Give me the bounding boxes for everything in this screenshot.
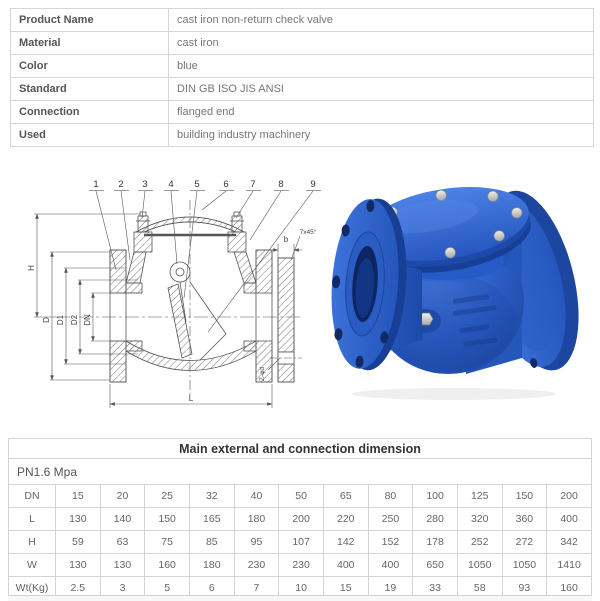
- spec-value: flanged end: [169, 101, 594, 124]
- spec-row: [11, 9, 594, 32]
- dimension-cell: 160: [547, 577, 592, 600]
- dimension-cell: 200: [279, 508, 324, 531]
- spec-label: Material: [11, 32, 169, 55]
- label-h: H: [27, 265, 36, 271]
- spec-value: DIN GB ISO JIS ANSI: [169, 78, 594, 101]
- dimension-cell: 160: [145, 554, 190, 577]
- dimension-cell: 93: [502, 577, 547, 600]
- dimension-cell: 200: [547, 485, 592, 508]
- label-d2: D2: [70, 314, 79, 326]
- body-shoulder-left: [126, 252, 146, 283]
- spec-label: Connection: [11, 101, 169, 124]
- dimension-cell: 360: [502, 508, 547, 531]
- dimension-cell: 80: [368, 485, 413, 508]
- pressure-class-row: [9, 459, 592, 485]
- dimension-cell: 400: [547, 508, 592, 531]
- spec-value: cast iron: [169, 32, 594, 55]
- part-number-8: 8: [278, 179, 284, 190]
- dimension-cell: 20: [100, 485, 145, 508]
- swing-disc-assembly: [168, 262, 226, 360]
- dimension-cell: 142: [323, 531, 368, 554]
- dimension-cell: 3: [100, 577, 145, 600]
- label-bolt-holes: Z-φd: [259, 367, 266, 381]
- spec-row: [11, 32, 594, 55]
- dimension-cell: 152: [368, 531, 413, 554]
- dimension-cell: 280: [413, 508, 458, 531]
- spec-row: [11, 78, 594, 101]
- dimension-cell: 32: [189, 485, 234, 508]
- dimension-cell: 320: [457, 508, 502, 531]
- dimension-cell: 150: [502, 485, 547, 508]
- dim-b: [270, 244, 302, 258]
- dimension-row-label: H: [9, 531, 56, 554]
- dimension-table-title-row: [9, 439, 592, 459]
- spec-label: Used: [11, 124, 169, 147]
- part-number-1: 1: [93, 179, 99, 190]
- technical-drawing: [27, 174, 322, 420]
- dimension-cell: 75: [145, 531, 190, 554]
- dimension-labels: [27, 228, 317, 403]
- part-number-9: 9: [310, 179, 316, 190]
- spec-row: [11, 101, 594, 124]
- label-l: L: [188, 394, 194, 403]
- dimension-cell: 10: [279, 577, 324, 600]
- dimension-cell: 5: [145, 577, 190, 600]
- dimension-cell: 63: [100, 531, 145, 554]
- dimension-cell: 2.5: [56, 577, 101, 600]
- dimension-row-L: [9, 508, 592, 531]
- dimension-cell: 15: [56, 485, 101, 508]
- dimension-cell: 33: [413, 577, 458, 600]
- dimension-cell: 85: [189, 531, 234, 554]
- dimension-cell: 40: [234, 485, 279, 508]
- dimension-row-W: [9, 554, 592, 577]
- photo-shadow: [352, 388, 556, 400]
- part-numbers: [93, 179, 315, 190]
- dimension-row-DN: [9, 485, 592, 508]
- pressure-class: PN1.6 Mpa: [9, 459, 592, 485]
- part-number-7: 7: [250, 179, 256, 190]
- dimension-row-label: DN: [9, 485, 56, 508]
- spec-row: [11, 124, 594, 147]
- label-b: b: [283, 235, 289, 244]
- dimension-cell: 220: [323, 508, 368, 531]
- dimension-cell: 59: [56, 531, 101, 554]
- dimension-cell: 15: [323, 577, 368, 600]
- spec-row: [11, 55, 594, 78]
- dimension-cell: 6: [189, 577, 234, 600]
- dimension-cell: 25: [145, 485, 190, 508]
- spec-value: cast iron non-return check valve: [169, 9, 594, 32]
- dimension-cell: 65: [323, 485, 368, 508]
- chamfer-leader: [291, 236, 300, 260]
- label-chamfer: 7x45°: [299, 229, 317, 236]
- dimension-table: [8, 438, 592, 600]
- dimension-cell: 130: [56, 554, 101, 577]
- dimension-cell: 140: [100, 508, 145, 531]
- body-shoulder-right: [234, 252, 256, 283]
- dimension-table-title: Main external and connection dimension: [9, 439, 592, 459]
- part-number-2: 2: [118, 179, 124, 190]
- spec-value: building industry machinery: [169, 124, 594, 147]
- label-d1: D1: [56, 314, 65, 326]
- dimension-cell: 130: [56, 508, 101, 531]
- dimension-cell: 100: [413, 485, 458, 508]
- dimension-cell: 250: [368, 508, 413, 531]
- spec-label: Product Name: [11, 9, 169, 32]
- dimension-row-label: W: [9, 554, 56, 577]
- dimension-cell: 19: [368, 577, 413, 600]
- body-bottom-shell: [126, 341, 256, 371]
- dimension-cell: 342: [547, 531, 592, 554]
- dimension-row-H: [9, 531, 592, 554]
- product-spec-table: [10, 8, 594, 147]
- dimension-cell: 1050: [502, 554, 547, 577]
- dimension-cell: 180: [234, 508, 279, 531]
- dimension-cell: 150: [145, 508, 190, 531]
- dimension-cell: 252: [457, 531, 502, 554]
- dimension-cell: 178: [413, 531, 458, 554]
- dimension-cell: 165: [189, 508, 234, 531]
- dimension-cell: 1410: [547, 554, 592, 577]
- part-number-3: 3: [142, 179, 148, 190]
- table-cutoff-strip: [8, 595, 592, 601]
- dimension-cell: 400: [323, 554, 368, 577]
- part-number-6: 6: [223, 179, 229, 190]
- dimension-cell: 107: [279, 531, 324, 554]
- dimension-cell: 95: [234, 531, 279, 554]
- spec-value: blue: [169, 55, 594, 78]
- dimension-cell: 230: [234, 554, 279, 577]
- dimension-cell: 272: [502, 531, 547, 554]
- dimension-cell: 130: [100, 554, 145, 577]
- dimension-cell: 230: [279, 554, 324, 577]
- dimension-cell: 180: [189, 554, 234, 577]
- label-outer-d: D: [42, 317, 51, 323]
- dimension-cell: 7: [234, 577, 279, 600]
- dimension-cell: 650: [413, 554, 458, 577]
- dimension-row-label: L: [9, 508, 56, 531]
- dimension-row-label: Wt(Kg): [9, 577, 56, 600]
- dimension-cell: 400: [368, 554, 413, 577]
- part-number-5: 5: [194, 179, 200, 190]
- dimension-cell: 58: [457, 577, 502, 600]
- dimension-cell: 50: [279, 485, 324, 508]
- valve-photo: [316, 170, 598, 406]
- dimension-cell: 1050: [457, 554, 502, 577]
- dimension-cell: 125: [457, 485, 502, 508]
- spec-label: Standard: [11, 78, 169, 101]
- spec-label: Color: [11, 55, 169, 78]
- label-dn: DN: [83, 314, 92, 326]
- part-number-4: 4: [168, 179, 174, 190]
